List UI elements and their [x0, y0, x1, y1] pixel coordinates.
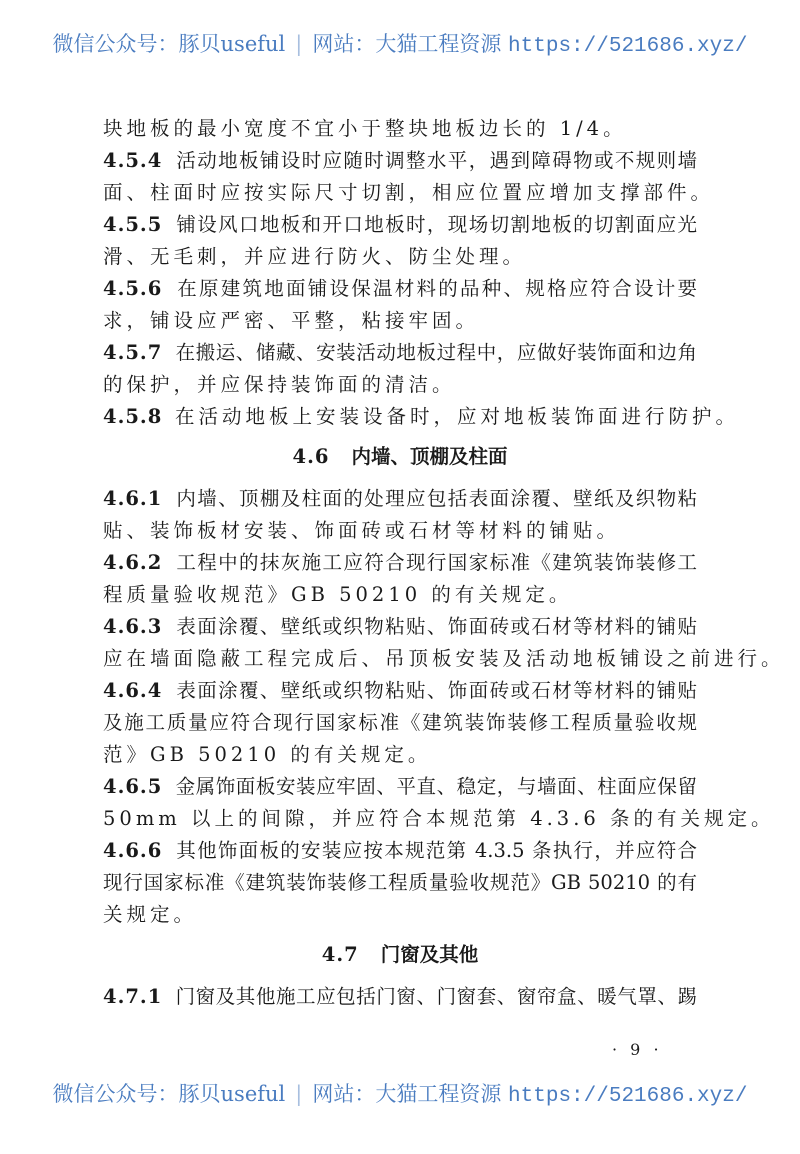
line-text: 应在墙面隐蔽工程完成后、吊顶板安装及活动地板铺设之前进行。 [103, 647, 785, 670]
text-line [103, 899, 697, 931]
clause [103, 337, 697, 401]
text-line [103, 241, 697, 273]
text-line [103, 401, 740, 433]
clause [103, 981, 697, 1013]
line-text: 范》GB 50210 的有关规定。 [103, 743, 432, 766]
clause [103, 835, 697, 931]
clause [103, 547, 697, 611]
clause [103, 675, 697, 771]
watermark-site: 网站：大猫工程资源 [312, 1082, 502, 1106]
text-line [103, 113, 697, 145]
clause [103, 611, 785, 675]
line-text: 表面涂覆、壁纸或织物粘贴、饰面砖或石材等材料的铺贴 [175, 615, 697, 638]
line-text: 现行国家标准《建筑装饰装修工程质量验收规范》GB 50210 的有 [103, 871, 697, 894]
line-text: 关规定。 [103, 903, 198, 926]
text-line [103, 675, 697, 707]
text-line [103, 643, 785, 675]
line-text: 在活动地板上安装设备时，应对地板装饰面进行防护。 [175, 405, 740, 428]
line-text: 工程中的抹灰施工应符合现行国家标准《建筑装饰装修工 [175, 551, 697, 574]
text-line [103, 483, 697, 515]
clause-number: 4.7.1 [103, 985, 163, 1008]
text-line [103, 611, 697, 643]
watermark-site: 网站：大猫工程资源 [312, 32, 502, 56]
line-text: 表面涂覆、壁纸或织物粘贴、饰面砖或石材等材料的铺贴 [175, 679, 697, 702]
clause-number: 4.6.3 [103, 615, 163, 638]
clause-number: 4.5.4 [103, 149, 163, 172]
watermark-url[interactable]: https://521686.xyz/ [508, 1085, 748, 1108]
line-text: 求，铺设应严密、平整，粘接牢固。 [103, 309, 480, 332]
line-text: 滑、无毛刺，并应进行防火、防尘处理。 [103, 245, 527, 268]
clause-number: 4.5.7 [103, 341, 163, 364]
clause [103, 113, 697, 145]
line-text: 及施工质量应符合现行国家标准《建筑装饰装修工程质量验收规 [103, 711, 697, 734]
line-text: 内墙、顶棚及柱面的处理应包括表面涂覆、壁纸及织物粘 [175, 487, 697, 510]
text-line [103, 579, 697, 611]
text-line [103, 273, 697, 305]
section-title: 内墙、顶棚及柱面 [351, 445, 508, 468]
clause [103, 145, 715, 209]
section-number: 4.6 [292, 445, 330, 468]
text-line [103, 145, 697, 177]
page-number: · 9 · [612, 1040, 663, 1059]
clause-number: 4.6.5 [103, 775, 163, 798]
line-text: 的保护，并应保持装饰面的清洁。 [103, 373, 456, 396]
text-line [103, 739, 697, 771]
clause-number: 4.6.6 [103, 839, 163, 862]
text-line [103, 305, 697, 337]
clause [103, 483, 697, 547]
watermark-header [0, 28, 800, 58]
text-line [103, 771, 697, 803]
clause-number: 4.6.4 [103, 679, 163, 702]
line-text: 其他饰面板的安装应按本规范第 4.3.5 条执行，并应符合 [175, 839, 697, 862]
section-heading [103, 441, 697, 473]
line-text: 50mm 以上的间隙，并应符合本规范第 4.3.6 条的有关规定。 [103, 807, 775, 830]
text-line [103, 177, 715, 209]
line-text: 在原建筑地面铺设保温材料的品种、规格应符合设计要 [175, 277, 697, 300]
line-text: 门窗及其他施工应包括门窗、门窗套、窗帘盒、暖气罩、踢 [175, 985, 697, 1008]
clause-number: 4.5.6 [103, 277, 163, 300]
line-text: 金属饰面板安装应牢固、平直、稳定，与墙面、柱面应保留 [175, 775, 697, 798]
text-line [103, 337, 697, 369]
section-heading [103, 939, 697, 971]
watermark-footer [0, 1078, 800, 1108]
text-line [103, 835, 697, 867]
text-line [103, 369, 697, 401]
clause [103, 273, 697, 337]
text-line [103, 515, 697, 547]
clause [103, 209, 697, 273]
line-text: 块地板的最小宽度不宜小于整块地板边长的 1/4。 [103, 117, 627, 140]
line-text: 贴、装饰板材安装、饰面砖或石材等材料的铺贴。 [103, 519, 621, 542]
clause [103, 771, 775, 835]
clause [103, 401, 740, 433]
watermark-url[interactable]: https://521686.xyz/ [508, 35, 748, 58]
section-number: 4.7 [321, 943, 359, 966]
document-body [103, 113, 785, 1013]
line-text: 活动地板铺设时应随时调整水平，遇到障碍物或不规则墙 [175, 149, 697, 172]
text-line [103, 803, 775, 835]
watermark-separator: | [295, 1082, 303, 1106]
text-line [103, 707, 697, 739]
clause-number: 4.6.2 [103, 551, 163, 574]
line-text: 程质量验收规范》GB 50210 的有关规定。 [103, 583, 573, 606]
line-text: 铺设风口地板和开口地板时，现场切割地板的切割面应光 [175, 213, 697, 236]
clause-number: 4.6.1 [103, 487, 163, 510]
text-line [103, 867, 697, 899]
line-text: 在搬运、储藏、安装活动地板过程中，应做好装饰面和边角 [175, 341, 697, 364]
text-line [103, 209, 697, 241]
watermark-wechat: 微信公众号：豚贝useful [52, 1082, 286, 1106]
clause-number: 4.5.8 [103, 405, 163, 428]
watermark-wechat: 微信公众号：豚贝useful [52, 32, 286, 56]
line-text: 面、柱面时应按实际尺寸切割，相应位置应增加支撑部件。 [103, 181, 715, 204]
clause-number: 4.5.5 [103, 213, 163, 236]
watermark-separator: | [295, 32, 303, 56]
section-title: 门窗及其他 [380, 943, 479, 966]
text-line [103, 981, 697, 1013]
text-line [103, 547, 697, 579]
